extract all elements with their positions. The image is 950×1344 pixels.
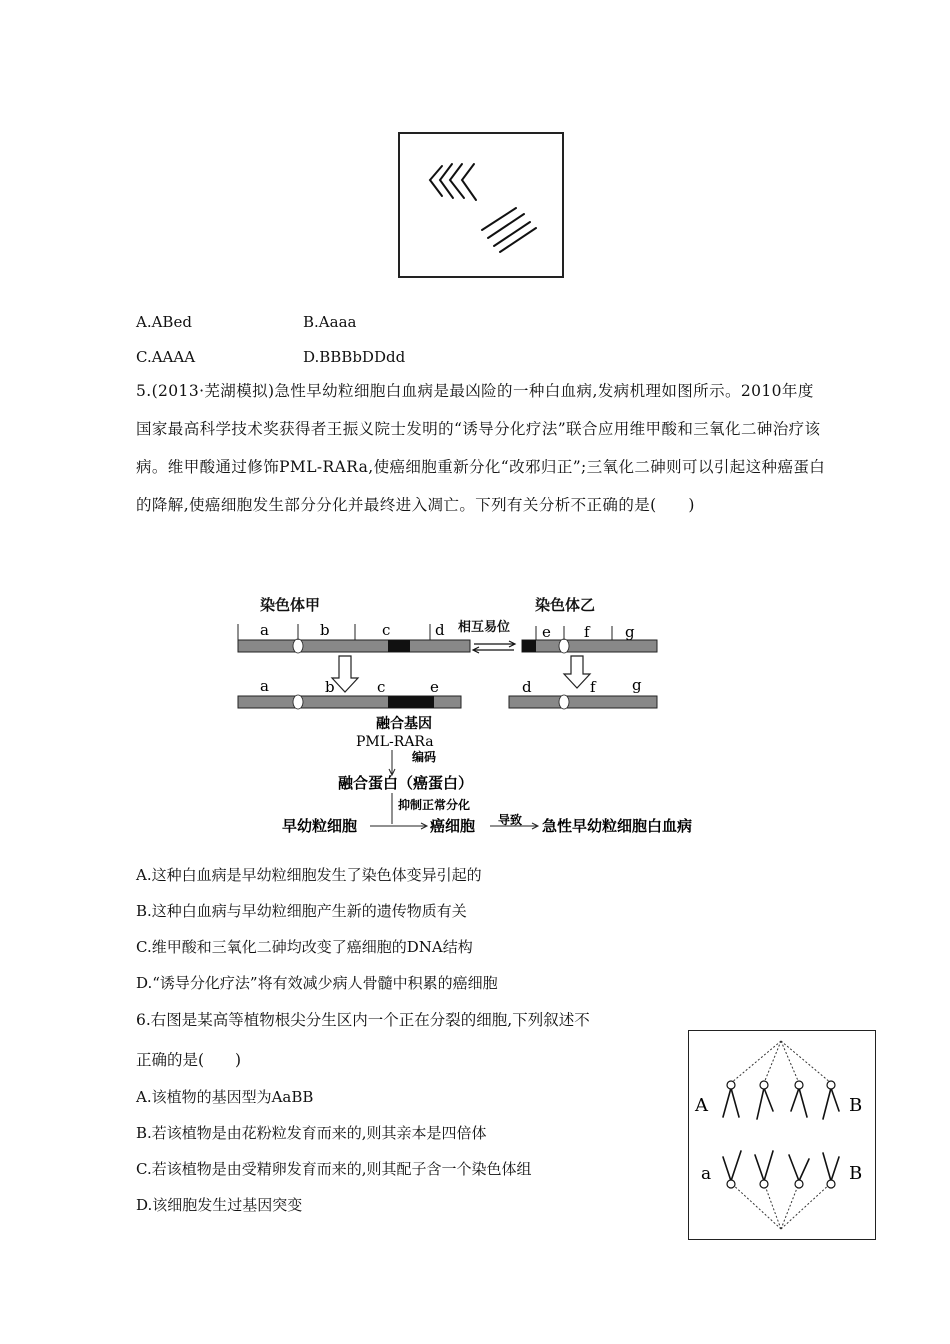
chromosome-b2-bar [509, 696, 657, 708]
chromatid-l2 [488, 214, 524, 238]
chromosome-b2-centromere [559, 695, 569, 709]
chromosome-b-black-segment [522, 640, 536, 652]
q6-option-c[interactable]: C.若该植物是由受精卵发育而来的,则其配子含一个染色体组 [136, 1160, 532, 1178]
gene-label-e2: e [430, 678, 439, 696]
q5-option-a[interactable]: A.这种白血病是早幼粒细胞发生了染色体变异引起的 [136, 866, 482, 884]
cell-label-cancer: 癌细胞 [430, 817, 476, 835]
centromere-top-1 [727, 1081, 735, 1089]
fusion-gene-label: 融合基因 [376, 716, 432, 732]
chromosome-b-bar [522, 640, 657, 652]
gene-label-g2: g [632, 676, 642, 694]
chromosome-a-bar [238, 640, 470, 652]
q4-option-c[interactable]: C.AAAA [136, 348, 196, 366]
fusion-gene-segment [388, 696, 434, 708]
centromere-top-4 [827, 1081, 835, 1089]
chromatid-l1 [482, 208, 516, 230]
centromere-bottom-2 [760, 1180, 768, 1188]
centromere-bottom-1 [727, 1180, 735, 1188]
exchange-label: 相互易位 [458, 620, 511, 635]
allele-label-top-right: B [849, 1095, 863, 1116]
fusion-gene-name: PML-RARa [356, 734, 434, 750]
inhibit-label: 抑制正常分化 [398, 798, 471, 812]
centromere-bottom-4 [827, 1180, 835, 1188]
q6-stem-line2: 正确的是( ) [136, 1051, 242, 1069]
gene-label-e: e [542, 623, 551, 641]
chromosome-a-title: 染色体甲 [260, 596, 321, 614]
lead-label: 导致 [498, 813, 523, 827]
chromosome-b-centromere [559, 639, 569, 653]
gene-label-d2: d [522, 678, 532, 696]
down-arrow-left [332, 656, 358, 692]
chromosome-figure-box [398, 132, 564, 278]
q5-option-d[interactable]: D.“诱导分化疗法”将有效减少病人骨髓中积累的癌细胞 [136, 974, 498, 992]
dividing-cell-diagram [689, 1031, 874, 1238]
encode-label: 编码 [412, 750, 437, 764]
cell-label-promyelocyte: 早幼粒细胞 [282, 817, 358, 835]
fusion-protein-label: 融合蛋白（癌蛋白） [338, 774, 474, 792]
q4-option-d[interactable]: D.BBBbDDdd [303, 348, 406, 366]
q4-option-b[interactable]: B.Aaaa [303, 313, 357, 331]
gene-label-b2: b [325, 678, 335, 696]
leukemia-mechanism-diagram [230, 588, 730, 840]
disease-label: 急性早幼粒细胞白血病 [542, 817, 693, 835]
chromatid-v4 [462, 164, 476, 200]
q5-option-b[interactable]: B.这种白血病与早幼粒细胞产生新的遗传物质有关 [136, 902, 467, 920]
q6-option-b[interactable]: B.若该植物是由花粉粒发育而来的,则其亲本是四倍体 [136, 1124, 487, 1142]
gene-label-f: f [584, 623, 590, 641]
allele-label-bottom-right: B [849, 1163, 863, 1184]
q5-option-c[interactable]: C.维甲酸和三氧化二砷均改变了癌细胞的DNA结构 [136, 938, 473, 956]
gene-label-b: b [320, 621, 330, 639]
dividing-cell-figure-box [688, 1030, 876, 1240]
q6-option-d[interactable]: D.该细胞发生过基因突变 [136, 1196, 303, 1214]
allele-label-top-left: A [695, 1095, 708, 1116]
centromere-top-3 [795, 1081, 803, 1089]
chromosome-b-title: 染色体乙 [535, 596, 596, 614]
gene-label-c2: c [377, 678, 386, 696]
q5-stem: 5.(2013·芜湖模拟)急性早幼粒细胞白血病是最凶险的一种白血病,发病机理如图所示。2010年度国家最高科学技术奖获得者王振义院士发明的“诱导分化疗法”联合应用维甲酸和三氧化二砷治疗该病。维甲酸通过修饰PML-RARa,使癌细胞重新分化“改邪归正”;三氧化二砷则可以引起这种癌蛋白的降解,使癌细胞发生部分分化并最终进入凋亡。下列有关分析不正确的是( ) [136, 382, 826, 514]
gene-label-f2: f [590, 678, 596, 696]
chromosome-sketch [400, 134, 562, 276]
chromosome-a2-centromere [293, 695, 303, 709]
chromosome-a-centromere [293, 639, 303, 653]
chromatid-l3 [494, 222, 530, 246]
q4-option-a[interactable]: A.ABed [136, 313, 192, 331]
allele-label-bottom-left: a [701, 1164, 712, 1184]
q6-option-a[interactable]: A.该植物的基因型为AaBB [136, 1088, 314, 1106]
down-arrow-right [564, 656, 590, 688]
gene-label-a: a [260, 621, 269, 639]
chromosome-a-black-segment [388, 640, 410, 652]
centromere-bottom-3 [795, 1180, 803, 1188]
gene-label-c: c [382, 621, 391, 639]
q6-stem-line1: 6.右图是某高等植物根尖分生区内一个正在分裂的细胞,下列叙述不 [136, 1011, 590, 1029]
centromere-top-2 [760, 1081, 768, 1089]
gene-label-d: d [435, 621, 445, 639]
gene-label-a2: a [260, 677, 269, 695]
gene-label-g: g [625, 623, 635, 641]
chromatid-l4 [500, 228, 536, 252]
